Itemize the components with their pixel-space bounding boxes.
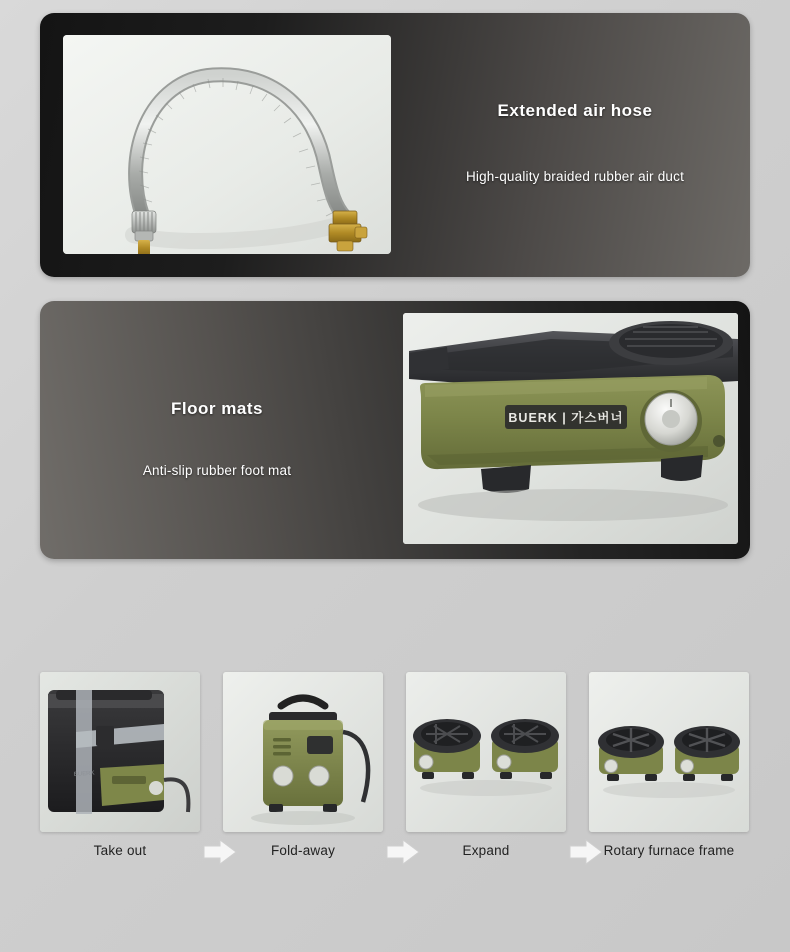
step-label-rotary-furnace-frame: Rotary furnace frame bbox=[603, 843, 735, 858]
air-hose-subtitle: High-quality braided rubber air duct bbox=[465, 169, 685, 184]
step-label-take-out: Take out bbox=[93, 843, 147, 858]
step-fold-away bbox=[223, 672, 383, 858]
step-photo-take-out bbox=[40, 672, 200, 832]
step-label-fold-away: Fold-away bbox=[270, 843, 336, 858]
step-expand bbox=[406, 672, 566, 858]
step-photo-fold-away bbox=[223, 672, 383, 832]
step-photo-expand bbox=[406, 672, 566, 832]
air-hose-title: Extended air hose bbox=[497, 101, 653, 120]
step-photo-rotary-furnace-frame bbox=[589, 672, 749, 832]
stove-side-illustration bbox=[403, 313, 738, 544]
step-label-expand: Expand bbox=[462, 843, 510, 858]
svg-text:BUERK: BUERK bbox=[73, 770, 95, 778]
air-hose-illustration bbox=[63, 35, 391, 254]
step-take-out bbox=[40, 672, 200, 858]
step-arrow-3 bbox=[568, 839, 604, 865]
floor-mat-photo bbox=[403, 313, 738, 544]
air-hose-photo bbox=[63, 35, 391, 254]
step-arrow-1 bbox=[202, 839, 238, 865]
floor-mats-title: Floor mats bbox=[171, 399, 263, 418]
feature-card-air-hose bbox=[40, 13, 750, 277]
svg-text:BUERK | 가스버너: BUERK | 가스버너 bbox=[508, 411, 624, 425]
floor-mats-subtitle: Anti-slip rubber foot mat bbox=[142, 463, 292, 478]
feature-card-floor-mats bbox=[40, 301, 750, 559]
step-arrow-2 bbox=[385, 839, 421, 865]
usage-steps bbox=[40, 672, 750, 872]
step-rotary-furnace-frame bbox=[589, 672, 749, 858]
